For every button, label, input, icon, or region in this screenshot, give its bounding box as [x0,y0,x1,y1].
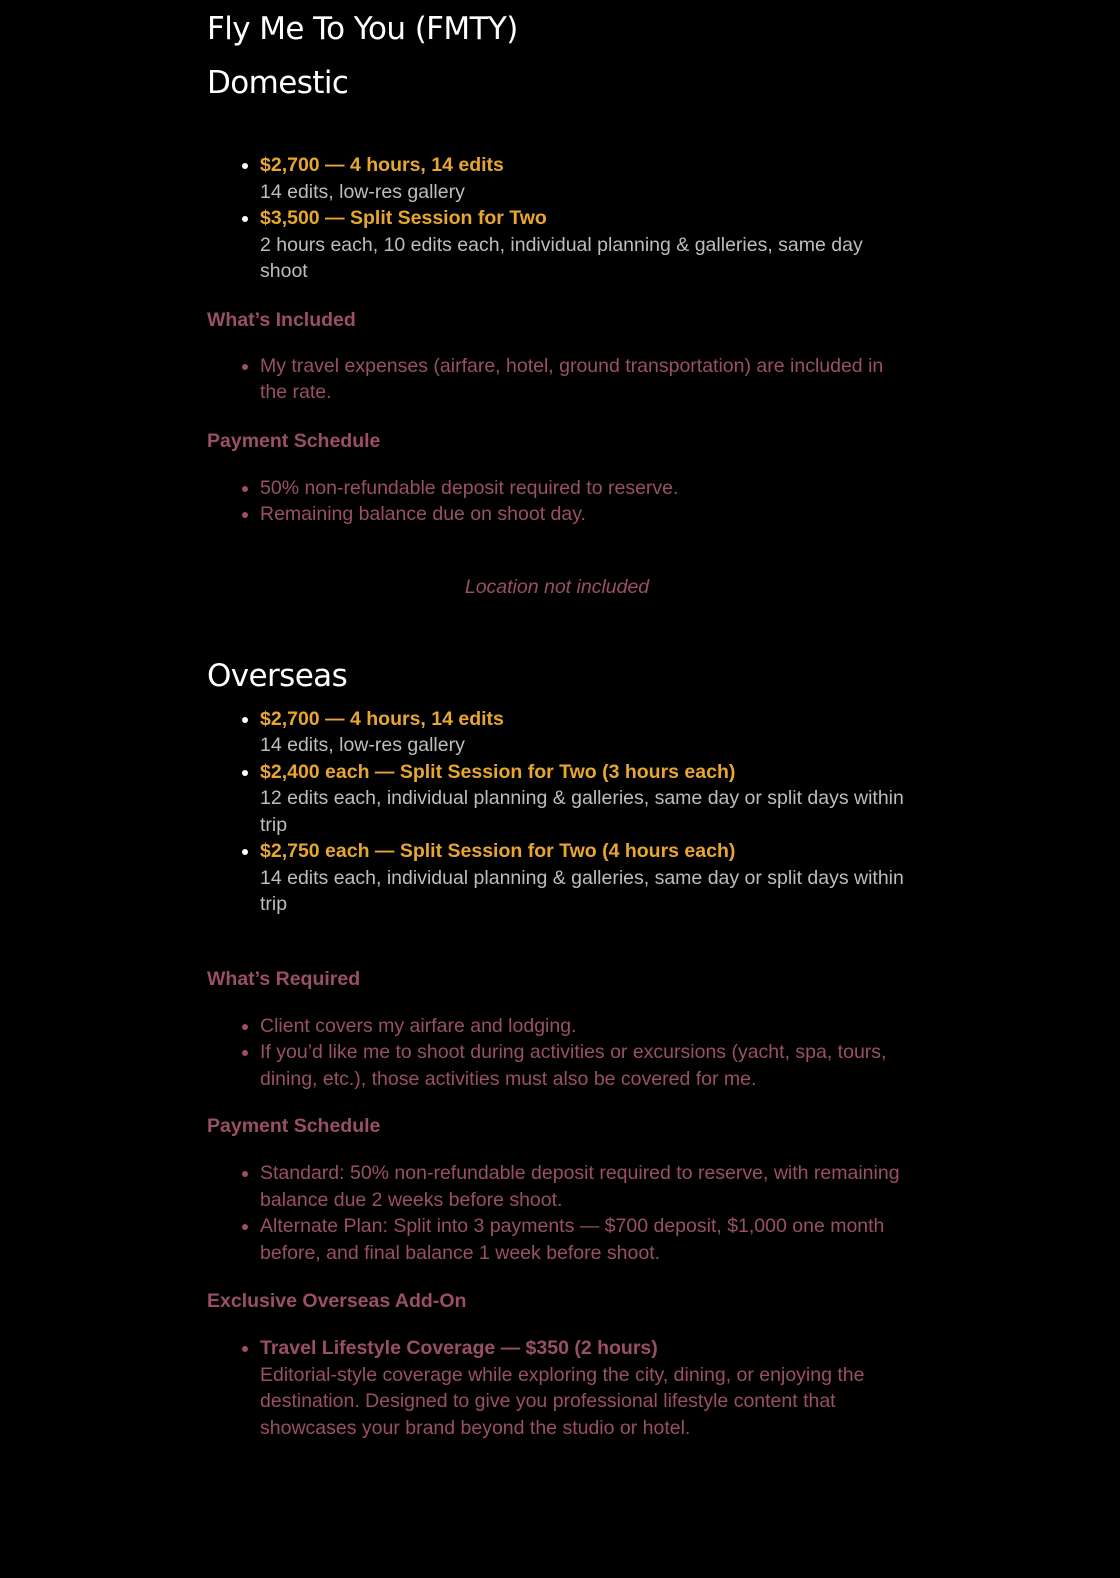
addon-list [207,1335,907,1441]
package-description: 14 edits each, individual planning & galleries, same day or split days within trip [260,866,904,915]
list-item [260,759,907,839]
list-item [260,706,907,759]
package-price: • $3,500 — Split Session for Two [260,207,547,229]
list-item: • Remaining balance due on shoot day. [260,501,907,528]
package-description: 14 edits, low-res gallery [260,180,465,203]
page-title: Fly Me To You (FMTY) [207,11,518,47]
addon-description: Editorial-style coverage while exploring the city, dining, or enjoying the destination. Designed to give you professional lifestyle content that showcases your brand beyond the studio or hotel. [260,1363,865,1439]
package-price: • $2,700 — 4 hours, 14 edits [260,154,504,176]
overseas-package-list [207,706,907,918]
overseas-payment-heading: Payment Schedule [207,1115,381,1137]
domestic-package-list [207,152,907,285]
list-item: • Alternate Plan: Split into 3 payments — $700 deposit, $1,000 one month before, and final balance 1 week before shoot. [260,1213,907,1266]
domestic-payment-heading: Payment Schedule [207,429,381,452]
addon-title: • Travel Lifestyle Coverage — $350 (2 hours) [260,1337,658,1359]
list-item: • If you’d like me to shoot during activities or excursions (yacht, spa, tours, dining, etc.), those activities must also be covered for me. [260,1039,907,1092]
whats-required-heading: What’s Required [207,967,361,990]
package-price: • $2,400 each — Split Session for Two (3 hours each) [260,760,736,783]
list-item [260,152,907,205]
overseas-payment-list [207,1160,907,1266]
domestic-heading: Domestic [207,65,349,101]
addon-heading: Exclusive Overseas Add-On [207,1290,467,1312]
list-item: • Standard: 50% non-refundable deposit required to reserve, with remaining balance due 2 weeks before shoot. [260,1160,907,1213]
overseas-heading: Overseas [207,657,348,694]
list-item [260,1335,907,1441]
list-item: • My travel expenses (airfare, hotel, ground transportation) are included in the rate. [260,353,907,406]
included-list [207,353,907,406]
package-description: 12 edits each, individual planning & galleries, same day or split days within trip [260,787,904,836]
location-note: Location not included [464,575,650,598]
package-price: • $2,700 — 4 hours, 14 edits [260,707,504,730]
whats-included-heading: What’s Included [207,308,356,331]
list-item [260,838,907,918]
list-item: • Client covers my airfare and lodging. [260,1013,907,1040]
required-list [207,1013,907,1093]
domestic-payment-list [207,475,907,528]
package-description: 2 hours each, 10 edits each, individual planning & galleries, same day shoot [260,233,863,282]
page-content [207,0,907,1441]
package-price: • $2,750 each — Split Session for Two (4 hours each) [260,840,736,862]
package-description: 14 edits, low-res gallery [260,734,465,756]
list-item: • 50% non-refundable deposit required to reserve. [260,475,907,502]
list-item [260,205,907,285]
